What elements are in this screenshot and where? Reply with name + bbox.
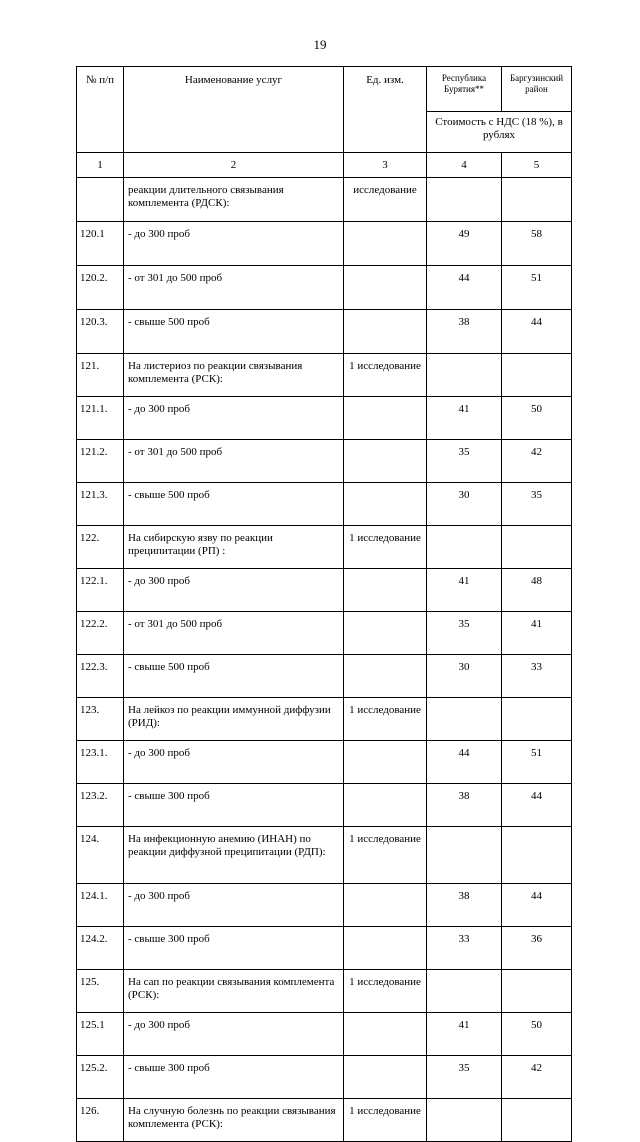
row-price-district: 44 [502,884,572,927]
table-row [77,1013,572,1056]
row-unit [344,483,427,526]
table-row [77,440,572,483]
row-service-name: - свыше 500 проб [124,483,344,526]
row-price-republic: 41 [427,397,502,440]
row-price-district: 35 [502,483,572,526]
table-row [77,827,572,884]
row-price-district: 44 [502,784,572,827]
column-number: 5 [502,153,572,178]
row-code: 120.1 [77,222,124,266]
header-district: Баргузинский район [502,67,572,112]
header-cost-caption: Стоимость с НДС (18 %), в рублях [427,112,572,153]
row-service-name: На листериоз по реакции связывания комплемента (РСК): [124,354,344,397]
row-price-republic: 38 [427,784,502,827]
row-unit [344,784,427,827]
row-price-district [502,970,572,1013]
row-code: 125. [77,970,124,1013]
row-unit: 1 исследование [344,827,427,884]
row-code: 120.2. [77,266,124,310]
row-service-name: реакции длительного связывания комплемента (РДСК): [124,178,344,222]
row-service-name: - до 300 проб [124,1013,344,1056]
table-row [77,354,572,397]
row-price-district [502,354,572,397]
row-service-name: - свыше 300 проб [124,927,344,970]
row-price-republic: 41 [427,1013,502,1056]
row-price-district: 42 [502,1056,572,1099]
row-price-district: 50 [502,397,572,440]
table-row [77,741,572,784]
row-unit [344,1013,427,1056]
table-row [77,310,572,354]
row-code: 123. [77,698,124,741]
page-number: 19 [313,37,327,52]
row-price-republic [427,354,502,397]
row-price-republic: 35 [427,612,502,655]
table-row [77,655,572,698]
row-service-name: На инфекционную анемию (ИНАН) по реакции диффузной преципитации (РДП): [124,827,344,884]
row-service-name: - свыше 500 проб [124,310,344,354]
row-price-republic [427,526,502,569]
row-unit [344,927,427,970]
row-code: 125.1 [77,1013,124,1056]
row-unit [344,266,427,310]
row-service-name: - свыше 300 проб [124,1056,344,1099]
row-code: 120.3. [77,310,124,354]
row-price-republic: 35 [427,1056,502,1099]
row-price-republic [427,827,502,884]
row-price-republic: 30 [427,655,502,698]
row-price-republic [427,178,502,222]
row-price-republic: 49 [427,222,502,266]
row-price-district: 50 [502,1013,572,1056]
header-republic: Республика Бурятия** [427,67,502,112]
row-unit [344,569,427,612]
row-service-name: На сап по реакции связывания комплемента (РСК): [124,970,344,1013]
row-price-republic: 44 [427,266,502,310]
row-code: 123.1. [77,741,124,784]
header-unit: Ед. изм. [344,67,427,153]
row-unit [344,310,427,354]
price-table [76,66,572,1142]
row-price-district: 36 [502,927,572,970]
row-code: 126. [77,1099,124,1142]
column-number: 2 [124,153,344,178]
header-row [77,67,572,112]
row-price-republic: 41 [427,569,502,612]
row-unit [344,440,427,483]
row-unit [344,884,427,927]
table-row [77,1099,572,1142]
row-price-district [502,178,572,222]
row-price-district: 51 [502,266,572,310]
row-price-district [502,526,572,569]
row-unit: 1 исследование [344,970,427,1013]
row-price-district [502,827,572,884]
row-unit [344,741,427,784]
table-row [77,397,572,440]
row-price-republic: 35 [427,440,502,483]
table-row [77,222,572,266]
row-code: 124.1. [77,884,124,927]
table-row [77,698,572,741]
row-code: 121.1. [77,397,124,440]
row-unit: 1 исследование [344,354,427,397]
row-price-district: 41 [502,612,572,655]
row-unit [344,655,427,698]
row-code: 124.2. [77,927,124,970]
row-service-name: - до 300 проб [124,569,344,612]
row-price-district: 58 [502,222,572,266]
row-price-republic [427,970,502,1013]
row-price-republic [427,698,502,741]
row-service-name: - от 301 до 500 проб [124,266,344,310]
row-service-name: - до 300 проб [124,397,344,440]
table-row [77,266,572,310]
row-code: 124. [77,827,124,884]
row-price-district [502,698,572,741]
row-code: 122.1. [77,569,124,612]
row-service-name: На сибирскую язву по реакции преципитации (РП) : [124,526,344,569]
row-price-district [502,1099,572,1142]
column-number: 3 [344,153,427,178]
table-row [77,927,572,970]
row-service-name: - до 300 проб [124,884,344,927]
row-price-district: 44 [502,310,572,354]
row-price-district: 51 [502,741,572,784]
row-unit [344,222,427,266]
row-service-name: На лейкоз по реакции иммунной диффузии (РИД): [124,698,344,741]
row-unit: исследование [344,178,427,222]
column-number-row [77,153,572,178]
row-service-name: - до 300 проб [124,741,344,784]
row-code: 122.3. [77,655,124,698]
row-service-name: - свыше 500 проб [124,655,344,698]
row-service-name: - от 301 до 500 проб [124,440,344,483]
row-unit: 1 исследование [344,698,427,741]
header-service-name: Наименование услуг [124,67,344,153]
row-price-republic: 44 [427,741,502,784]
row-unit [344,397,427,440]
row-service-name: - свыше 300 проб [124,784,344,827]
table-row [77,526,572,569]
table-row [77,970,572,1013]
row-unit: 1 исследование [344,1099,427,1142]
row-unit [344,612,427,655]
row-unit: 1 исследование [344,526,427,569]
row-price-district: 42 [502,440,572,483]
row-service-name: - до 300 проб [124,222,344,266]
row-price-district: 48 [502,569,572,612]
row-unit [344,1056,427,1099]
table-row [77,884,572,927]
row-code [77,178,124,222]
row-code: 122. [77,526,124,569]
row-price-republic: 33 [427,927,502,970]
table-row [77,612,572,655]
row-price-republic [427,1099,502,1142]
row-code: 121.3. [77,483,124,526]
row-price-republic: 38 [427,310,502,354]
row-code: 121. [77,354,124,397]
column-number: 1 [77,153,124,178]
row-code: 123.2. [77,784,124,827]
table-row [77,483,572,526]
column-number: 4 [427,153,502,178]
table-row [77,569,572,612]
header-number: № п/п [77,67,124,153]
table-row [77,1056,572,1099]
table-row [77,178,572,222]
row-price-republic: 38 [427,884,502,927]
row-service-name: - от 301 до 500 проб [124,612,344,655]
row-price-district: 33 [502,655,572,698]
row-service-name: На случную болезнь по реакции связывания комплемента (РСК): [124,1099,344,1142]
row-code: 122.2. [77,612,124,655]
row-code: 121.2. [77,440,124,483]
table-row [77,784,572,827]
row-price-republic: 30 [427,483,502,526]
row-code: 125.2. [77,1056,124,1099]
